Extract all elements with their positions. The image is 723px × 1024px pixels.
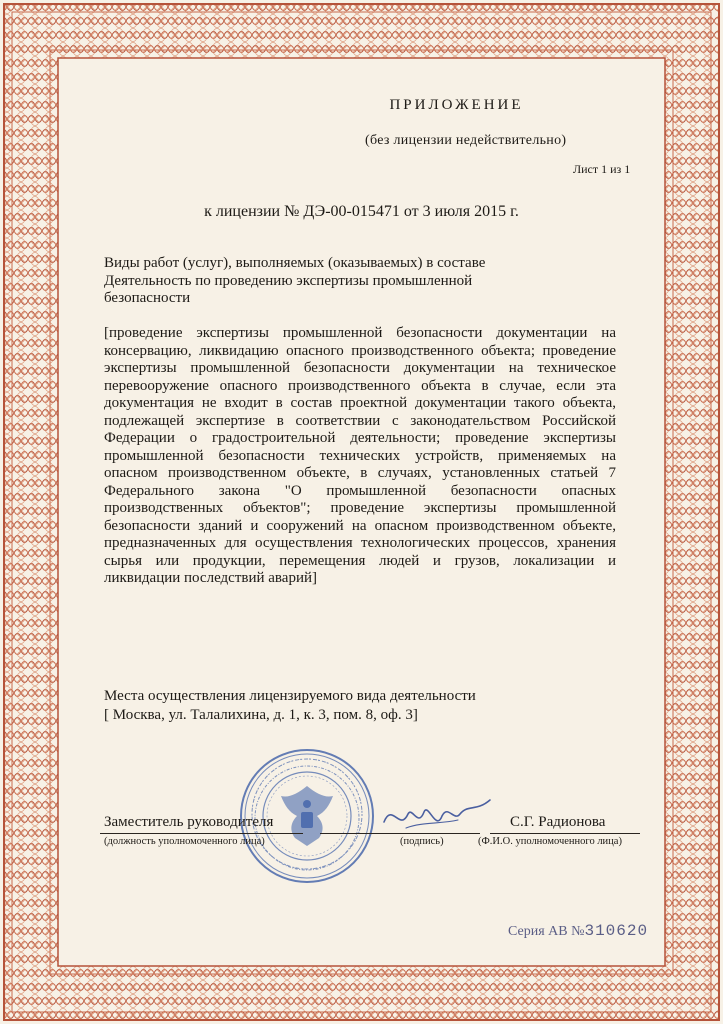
signer-position: Заместитель руководителя [104,814,274,830]
places-value: [ Москва, ул. Талалихина, д. 1, к. 3, пом. 8, оф. 3] [104,707,418,723]
name-underline [490,833,640,834]
form-series [508,922,648,940]
places-label: Места осуществления лицензируемого вида деятельности [104,688,476,704]
works-intro: Виды работ (услуг), выполняемых (оказываемых) в составе Деятельность по проведению экспертизы промышленной безопасности [104,255,486,306]
series-label: Серия [508,924,545,939]
works-list: [проведение экспертизы промышленной безопасности документации на консервацию, ликвидацию опасного производственного объекта; проведение экспертизы промышленной безопасности документации на техническое перевооружение опасного производственного объекта в случае, если эта документация не входит в состав проектной документации такого объекта, подлежащей экспертизе в соответствии с законодательством Российской Федерации о градостроительной деятельности; проведение экспертизы промышленной безопасности технических устройств, применяемых на опасном производственном объекте, в случаях, установленных статьей 7 Федерального закона "О промышленной безопасности опасных производственных объектов"; проведение экспертизы промышленной безопасности зданий и сооружений на опасном производственном объекте, предназначенных для осуществления технологических процессов, хранения сырья или продукции, перемещения людей и грузов, локализации и ликвидации последствий аварий] [104,325,616,586]
name-caption: (Ф.И.О. уполномоченного лица) [478,836,622,847]
document-title: ПРИЛОЖЕНИЕ [389,97,524,113]
position-underline [100,833,303,834]
places-block [104,687,584,725]
handwritten-signature [378,792,498,842]
signature-underline [320,833,480,834]
signer-name: С.Г. Радионова [510,814,606,830]
position-caption: (должность уполномоченного лица) [104,836,265,847]
license-line: к лицензии № ДЭ-00-015471 от 3 июля 2015 г. [204,203,519,220]
form-number: 310620 [584,922,649,940]
document-subtitle: (без лицензии недействительно) [365,133,567,148]
sheet-number: Лист 1 из 1 [573,162,631,176]
signature-caption: (подпись) [400,836,444,847]
series-letters: АВ [548,924,568,939]
number-sign: № [571,924,585,939]
